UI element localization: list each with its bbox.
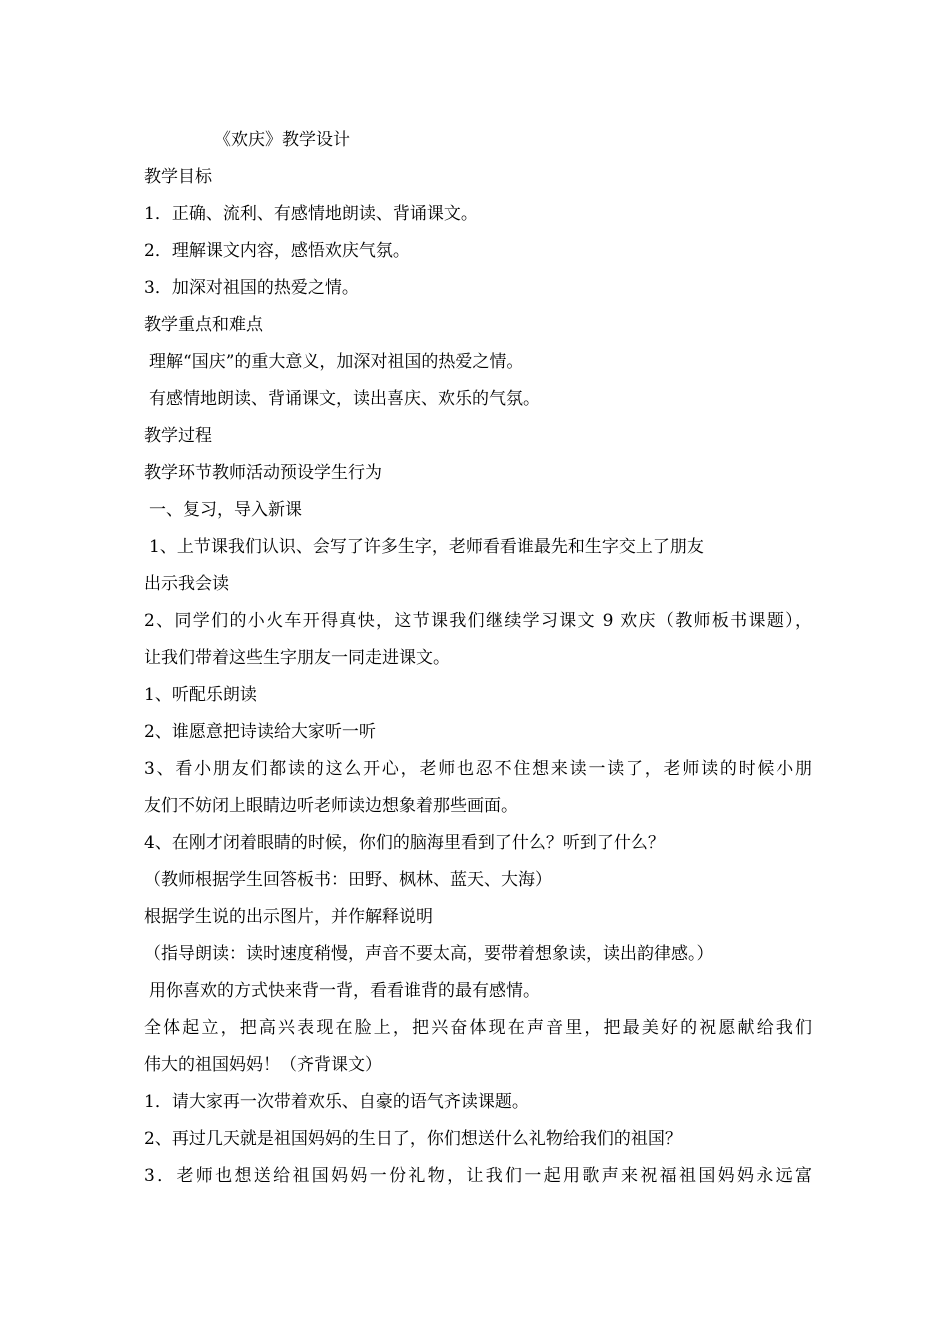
paragraph-line: 1．请大家再一次带着欢乐、自豪的语气齐读课题。 bbox=[144, 1092, 529, 1112]
paragraph-line: 3．老师也想送给祖国妈妈一份礼物，让我们一起用歌声来祝福祖国妈妈永远富 bbox=[144, 1166, 812, 1186]
goal-item-2: 2．理解课文内容，感悟欢庆气氛。 bbox=[144, 241, 410, 261]
key-point-2: 有感情地朗读、背诵课文，读出喜庆、欢乐的气氛。 bbox=[149, 389, 540, 409]
heading-key-points: 教学重点和难点 bbox=[144, 315, 263, 335]
goal-item-1: 1．正确、流利、有感情地朗读、背诵课文。 bbox=[144, 204, 478, 224]
paragraph-line: （指导朗读：读时速度稍慢，声音不要太高，要带着想象读，读出韵律感。） bbox=[144, 944, 714, 964]
paragraph-line: （教师根据学生回答板书：田野、枫林、蓝天、大海） bbox=[144, 870, 552, 890]
paragraph-line: 根据学生说的出示图片，并作解释说明 bbox=[144, 907, 433, 927]
section-review: 一、复习，导入新课 bbox=[149, 500, 302, 520]
heading-teaching-goals: 教学目标 bbox=[144, 167, 212, 187]
paragraph-line: 全体起立，把高兴表现在脸上，把兴奋体现在声音里，把最美好的祝愿献给我们 bbox=[144, 1018, 812, 1038]
key-point-1: 理解“国庆”的重大意义，加深对祖国的热爱之情。 bbox=[149, 352, 524, 372]
goal-item-3: 3．加深对祖国的热爱之情。 bbox=[144, 278, 359, 298]
document-title: 《欢庆》教学设计 bbox=[214, 130, 350, 150]
paragraph-line: 用你喜欢的方式快来背一背，看看谁背的最有感情。 bbox=[149, 981, 540, 1001]
paragraph-line: 2、再过几天就是祖国妈妈的生日了，你们想送什么礼物给我们的祖国？ bbox=[144, 1129, 682, 1149]
paragraph-line: 出示我会读 bbox=[144, 574, 229, 594]
heading-teaching-process: 教学过程 bbox=[144, 426, 212, 446]
paragraph-line: 3、看小朋友们都读的这么开心，老师也忍不住想来读一读了，老师读的时候小朋 bbox=[144, 759, 812, 779]
paragraph-line: 1、听配乐朗读 bbox=[144, 685, 257, 705]
process-columns: 教学环节教师活动预设学生行为 bbox=[144, 463, 382, 483]
paragraph-line: 2、同学们的小火车开得真快，这节课我们继续学习课文 9 欢庆（教师板书课题）， bbox=[144, 611, 812, 631]
paragraph-line: 2、谁愿意把诗读给大家听一听 bbox=[144, 722, 376, 742]
paragraph-line: 1、上节课我们认识、会写了许多生字，老师看看谁最先和生字交上了朋友 bbox=[149, 537, 704, 557]
document-body bbox=[144, 122, 812, 1195]
paragraph-line: 让我们带着这些生字朋友一同走进课文。 bbox=[144, 648, 450, 668]
paragraph-line: 友们不妨闭上眼睛边听老师读边想象着那些画面。 bbox=[144, 796, 518, 816]
paragraph-line: 伟大的祖国妈妈！（齐背课文） bbox=[144, 1055, 382, 1075]
paragraph-line: 4、在刚才闭着眼睛的时候，你们的脑海里看到了什么？听到了什么？ bbox=[144, 833, 665, 853]
